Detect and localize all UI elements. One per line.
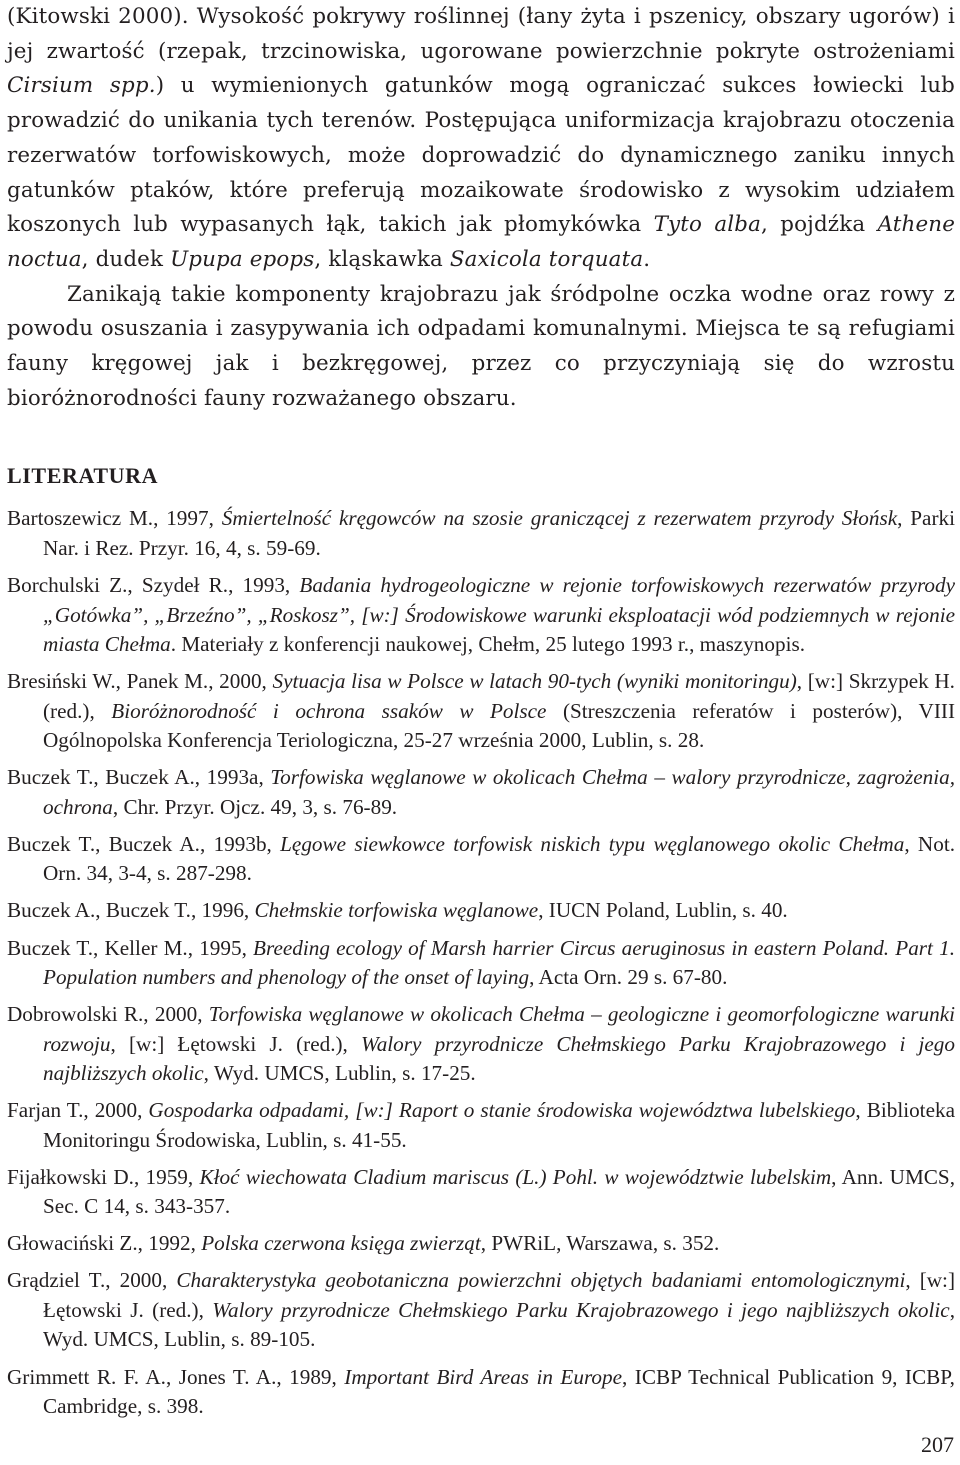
literature-heading: LITERATURA bbox=[7, 463, 159, 489]
reference-text: , [w:] Łętowski J. (red.), bbox=[43, 1268, 956, 1322]
text-run: , dudek bbox=[81, 246, 171, 272]
reference-title: Important Bird Areas in Europe bbox=[344, 1364, 623, 1389]
reference-text: , ICBP Technical Publication 9, ICBP, Cambridge, s. 398. bbox=[43, 1364, 955, 1419]
reference-entry bbox=[7, 1229, 955, 1259]
reference-text: , [w:] Skrzypek H. (red.), bbox=[43, 669, 955, 723]
reference-text: Buczek A., Buczek T., 1996, bbox=[7, 898, 255, 923]
reference-text: , Wyd. UMCS, Lublin, s. 17-25. bbox=[203, 1061, 476, 1086]
reference-title: Kłoć wiechowata Cladium mariscus (L.) Pohl. w województwie lubelskim bbox=[199, 1164, 832, 1189]
reference-entry bbox=[7, 1000, 955, 1089]
reference-title: Walory przyrodnicze Chełmskiego Parku Krajobrazowego i jego najbliższych okolic bbox=[43, 1031, 955, 1086]
reference-text: Buczek T., Buczek A., 1993a, bbox=[7, 765, 271, 790]
text-run: ) u wymienionych gatunków mogą ograniczać sukces łowiecki lub prowadzić do unikania tych terenów. Postępująca uniformizacja krajobrazu otoczenia rezerwatów torfowiskowych, może doprowadzić do dynamicznego zaniku innych gatunków ptaków, które preferują mozaikowate środowisko z wysokim udziałem koszonych lub wypasanych łąk, takich jak płomykówka bbox=[7, 73, 956, 238]
reference-text: Dobrowolski R., 2000, bbox=[7, 1002, 209, 1027]
reference-entry bbox=[7, 934, 955, 993]
reference-text: Buczek T., Buczek A., 1993b, bbox=[7, 831, 281, 856]
reference-entry bbox=[7, 896, 955, 926]
reference-text: Buczek T., Keller M., 1995, bbox=[7, 935, 254, 960]
reference-text: , PWRiL, Warszawa, s. 352. bbox=[480, 1231, 720, 1256]
text-run: , pojdźka bbox=[761, 212, 878, 238]
reference-text: Głowaciński Z., 1992, bbox=[7, 1231, 202, 1256]
species-name: Saxicola torquata bbox=[449, 246, 644, 272]
reference-title: Sytuacja lisa w Polsce w latach 90-tych (wyniki monitoringu) bbox=[272, 669, 797, 694]
reference-title: Torfowiska węglanowe w okolicach Chełma – geologiczne i geomorfologiczne warunki rozwoju bbox=[43, 1002, 956, 1056]
reference-title: Śmiertelność kręgowców na szosie graniczącej z rezerwatem przyrody Słońsk bbox=[221, 506, 898, 531]
reference-title: Chełmskie torfowiska węglanowe bbox=[254, 898, 539, 923]
reference-title: Torfowiska węglanowe w okolicach Chełma – walory przyrodnicze, zagrożenia, ochrona bbox=[43, 765, 955, 819]
species-name: Tyto alba bbox=[653, 212, 762, 238]
reference-text: , Not. Orn. 34, 3-4, s. 287-298. bbox=[43, 831, 956, 886]
reference-entry bbox=[7, 504, 955, 563]
reference-title: Lęgowe siewkowce torfowisk niskich typu węglanowego okolic Chełma bbox=[280, 831, 905, 856]
reference-text: , Acta Orn. 29 s. 67-80. bbox=[529, 965, 728, 989]
text-run: (Kitowski 2000). Wysokość pokrywy roślinnej (łany żyta i pszenicy, obszary ugorów) i jej zwartość (rzepak, trzcinowiska, ugorowane powierzchnie pokryte ostrożeniami bbox=[7, 4, 955, 64]
body-paragraph-2: Zanikają takie komponenty krajobrazu jak śródpolne oczka wodne oraz rowy z powodu osuszania i zasypywania ich odpadami komunalnymi. Miejsca te są refugiami fauny kręgowej jak i bezkręgowej, przez co przyczyniają się do wzrostu bioróżnorodności fauny rozważanego obszaru. bbox=[7, 281, 955, 411]
text-run: . bbox=[643, 246, 651, 272]
reference-text: Farjan T., 2000, bbox=[7, 1098, 149, 1123]
reference-text: , Chr. Przyr. Ojcz. 49, 3, s. 76-89. bbox=[112, 794, 398, 819]
reference-text: Borchulski Z., Szydeł R., 1993, bbox=[7, 573, 300, 598]
page-number: 207 bbox=[921, 1432, 954, 1457]
reference-title: Breeding ecology of Marsh harrier Circus aeruginosus in eastern Poland. Part 1. Population numbers and phenology of the onset of laying bbox=[43, 935, 956, 989]
reference-title: Badania hydrogeologiczne w rejonie torfowiskowych rezerwatów przyrody „Gotówka”, „Brzeźno”, „Roskosz”, [w:] Środowiskowe warunki eksploatacji wód podziemnych w rejonie miasta Chełma bbox=[43, 573, 955, 657]
reference-text: Grądziel T., 2000, bbox=[7, 1268, 177, 1293]
reference-text: , Parki Nar. i Rez. Przyr. 16, 4, s. 59-69. bbox=[43, 506, 955, 560]
reference-entry bbox=[7, 830, 955, 889]
reference-text: , Ann. UMCS, Sec. C 14, s. 343-357. bbox=[43, 1164, 955, 1219]
reference-text: , Biblioteka Monitoringu Środowiska, Lublin, s. 41-55. bbox=[43, 1098, 955, 1152]
reference-title: Charakterystyka geobotaniczna powierzchni objętych badaniami entomologicznymi bbox=[176, 1268, 906, 1293]
reference-title: Polska czerwona księga zwierząt bbox=[201, 1231, 481, 1256]
species-name: Upupa epops bbox=[170, 246, 315, 272]
body-paragraph-1 bbox=[7, 0, 955, 278]
reference-text: Fijałkowski D., 1959, bbox=[7, 1164, 200, 1189]
reference-entry bbox=[7, 571, 955, 660]
reference-text: , IUCN Poland, Lublin, s. 40. bbox=[538, 898, 788, 923]
reference-text: . Materiały z konferencji naukowej, Chełm, 25 lutego 1993 r., maszynopis. bbox=[170, 632, 806, 657]
reference-text: Grimmett R. F. A., Jones T. A., 1989, bbox=[7, 1364, 345, 1389]
reference-text: , [w:] Łętowski J. (red.), bbox=[110, 1031, 361, 1056]
reference-text: Bresiński W., Panek M., 2000, bbox=[7, 669, 273, 694]
reference-entry bbox=[7, 1163, 955, 1222]
reference-text: , Wyd. UMCS, Lublin, s. 89-105. bbox=[43, 1297, 955, 1352]
reference-entry bbox=[7, 1266, 955, 1355]
reference-text: Bartoszewicz M., 1997, bbox=[7, 506, 222, 531]
reference-title: Gospodarka odpadami, [w:] Raport o stanie środowiska województwa lubelskiego bbox=[148, 1098, 856, 1123]
reference-title: Walory przyrodnicze Chełmskiego Parku Krajobrazowego i jego najbliższych okolic bbox=[212, 1297, 950, 1322]
reference-entry bbox=[7, 1363, 955, 1422]
species-name: Cirsium spp. bbox=[7, 73, 156, 99]
reference-list bbox=[7, 504, 955, 1421]
species-name: Athene noctua bbox=[7, 212, 956, 272]
reference-text: (Streszczenia referatów i posterów), VIII Ogólnopolska Konferencja Teriologiczna, 25-27 września 2000, Lublin, s. 28. bbox=[43, 698, 956, 753]
reference-title: Bioróżnorodność i ochrona ssaków w Polsce bbox=[111, 698, 547, 723]
reference-entry bbox=[7, 1096, 955, 1155]
text-run: , kląskawka bbox=[314, 246, 450, 272]
reference-entry bbox=[7, 667, 955, 756]
page bbox=[7, 0, 955, 1429]
reference-entry bbox=[7, 763, 955, 822]
